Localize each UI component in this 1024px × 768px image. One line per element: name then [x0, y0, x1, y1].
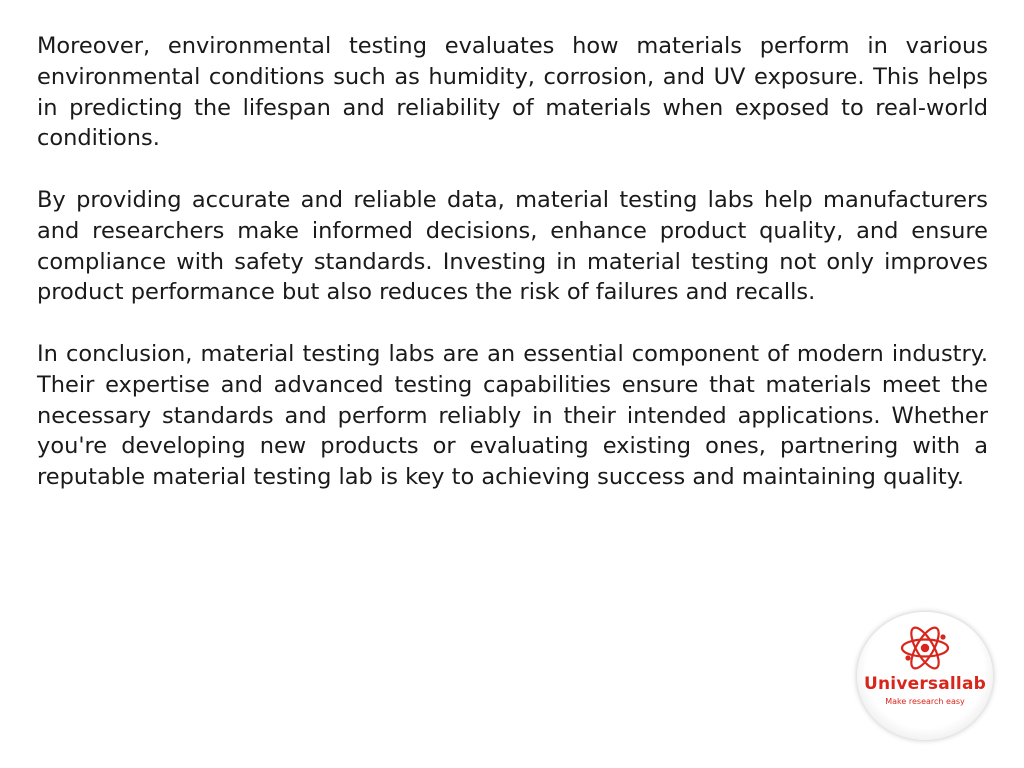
logo-brand-name: Universallab	[863, 674, 986, 694]
paragraph-environmental-testing: Moreover, environmental testing evaluates how materials perform in various environmental conditions such as humidity, corrosion, and UV exposure. This helps in predicting the lifespan and reliability of materials when exposed to real-world conditions.	[37, 33, 988, 152]
atom-icon	[899, 622, 951, 674]
paragraph-reliable-data: By providing accurate and reliable data, material testing labs help manufacturers and researchers make informed decisions, enhance product quality, and ensure compliance with safety standards. Investing in material testing not only improves product performance but also reduces the risk of failures and recalls.	[37, 186, 988, 306]
universallab-logo	[857, 612, 993, 740]
logo-tagline: Make research easy	[885, 697, 965, 706]
body-text	[37, 31, 988, 524]
paragraph-conclusion: In conclusion, material testing labs are an essential component of modern industry. Their expertise and advanced testing capabilities ensure that materials meet the necessary standards and perform reliably in their intended applications. Whether you're developing new products or evaluating existing ones, partnering with a reputable material testing lab is key to achieving success and maintaining quality.	[37, 340, 988, 491]
